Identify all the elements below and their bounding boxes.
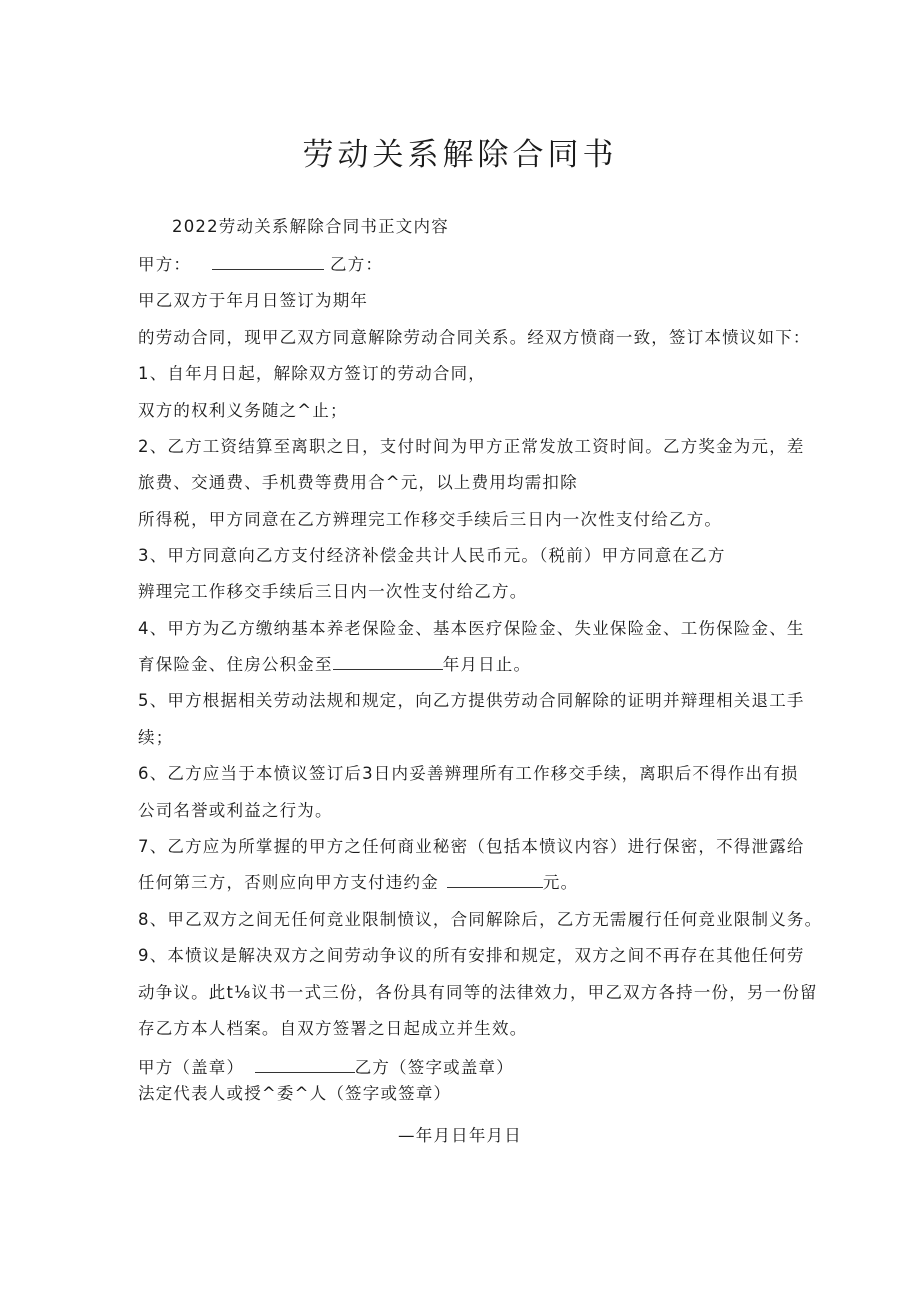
paragraph-line: 存乙方本人档案。自双方签署之日起成立并生效。 <box>138 1019 528 1038</box>
document-title: 劳动关系解除合同书 <box>302 137 618 173</box>
paragraph-line: 续； <box>138 728 174 747</box>
text-fragment: 年月日止。 <box>442 655 532 674</box>
penalty-blank <box>447 873 543 888</box>
party-a-seal-label: 甲方（盖章） <box>138 1058 245 1077</box>
clause-8: 8、甲乙双方之间无任何竞业限制愤议，合同解除后，乙方无需履行任何竞业限制义务。 <box>138 910 823 929</box>
clause-1: 1、自年月日起，解除双方签订的劳动合同， <box>138 364 486 383</box>
paragraph-line: 双方的权利义务随之^止； <box>138 401 348 420</box>
clause-3: 3、甲方同意向乙方支付经济补偿金共计人民币元。（税前）甲方同意在乙方 <box>138 546 726 565</box>
paragraph-line: 旅费、交通费、手机费等费用合^元，以上费用均需扣除 <box>138 473 578 492</box>
text-fragment: 育保险金、住房公积金至 <box>138 655 333 674</box>
clause-9: 9、本愤议是解决双方之间劳动争议的所有安排和规定，双方之间不再存在其他任何劳 <box>138 946 805 965</box>
paragraph-line: 所得税，甲方同意在乙方辨理完工作移交手续后三日内一次性支付给乙方。 <box>138 510 723 529</box>
party-a-blank <box>212 255 324 270</box>
paragraph-line: 甲乙双方于年月日签订为期年 <box>138 291 369 310</box>
parties-line <box>138 254 383 276</box>
text-fragment: 元。 <box>542 873 579 892</box>
paragraph-line: 动争议。此t⅛议书一式三份，各份具有同等的法律效力，甲乙双方各持一份，另一份留 <box>138 983 818 1002</box>
paragraph-line <box>138 872 578 894</box>
paragraph-line: 公司名誉或利益之行为。 <box>138 801 333 820</box>
clause-6: 6、乙方应当于本愤议签订后3日内妥善辨理所有工作移交手续，离职后不得作出有损 <box>138 764 799 783</box>
clause-5: 5、甲方根据相关劳动法规和规定，向乙方提供劳动合同解除的证明并辩理相关退工手 <box>138 691 805 710</box>
representative-line: 法定代表人或授^委^人（签字或签章） <box>138 1084 452 1103</box>
party-b-sign-label: 乙方（签字或盖章） <box>354 1058 514 1077</box>
clause-4: 4、甲方为乙方缴纳基本养老保险金、基本医疗保险金、失业保险金、工伤保险金、生 <box>138 619 805 638</box>
party-a-label: 甲方： <box>138 255 192 274</box>
signature-line <box>138 1057 514 1079</box>
date-blank <box>333 655 443 670</box>
signature-date-line: —年月日年月日 <box>398 1126 522 1145</box>
paragraph-line: 辨理完工作移交手续后三日内一次性支付给乙方。 <box>138 582 528 601</box>
paragraph-line: 的劳动合同，现甲乙双方同意解除劳动合同关系。经双方愤商一致，签订本愤议如下： <box>138 328 811 347</box>
clause-7: 7、乙方应为所掌握的甲方之任何商业秘密（包括本愤议内容）进行保密，不得泄露给 <box>138 837 805 856</box>
signature-blank <box>255 1058 355 1073</box>
clause-2: 2、乙方工资结算至离职之日，支付时间为甲方正常发放工资时间。乙方奖金为元，差 <box>138 437 805 456</box>
paragraph-line <box>138 654 531 676</box>
party-b-label: 乙方： <box>330 255 384 274</box>
subtitle: 2022劳动关系解除合同书正文内容 <box>172 217 449 236</box>
text-fragment: 任何第三方，否则应向甲方支付违约金 <box>138 873 439 892</box>
